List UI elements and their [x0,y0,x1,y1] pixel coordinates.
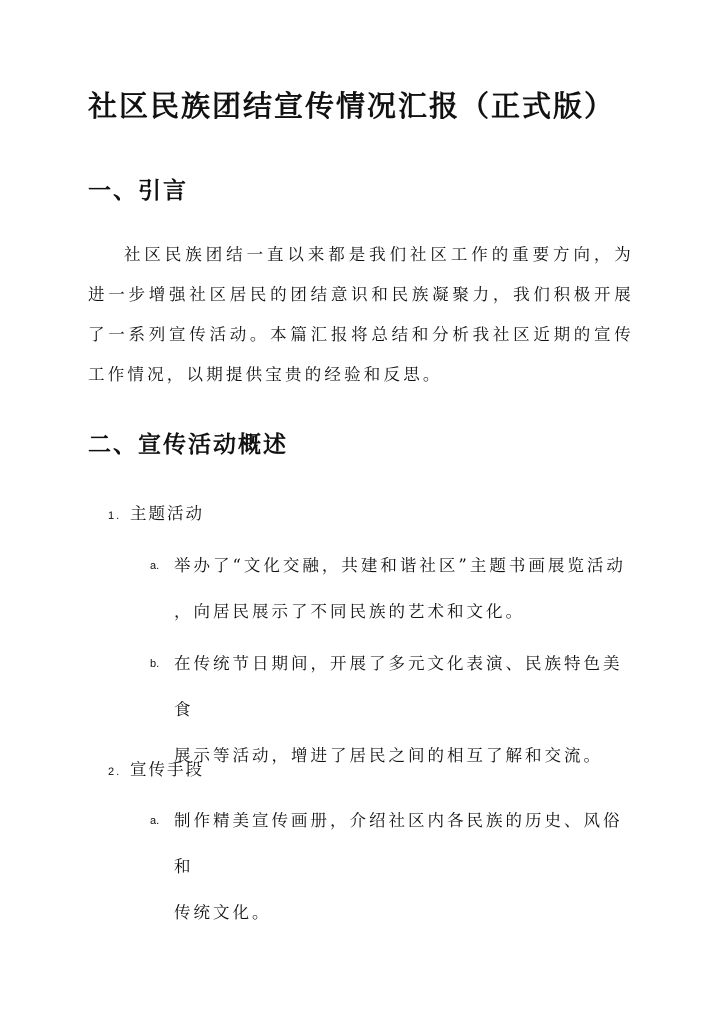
sub-item [150,641,640,779]
sub-item-line: 在传统节日期间，开展了多元文化表演、民族特色美食 [174,654,623,719]
sub-item-line: 展示等活动，增进了居民之间的相互了解和交流。 [174,746,603,765]
document-title: 社区民族团结宣传情况汇报（正式版） [88,89,616,123]
list-item-label: 宣传手段 [130,760,204,779]
intro-paragraph: 社区民族团结一直以来都是我们社区工作的重要方向，为进一步增强社区居民的团结意识和民族凝聚力，我们积极开展了一系列宣传活动。本篇汇报将总结和分析我社区近期的宣传工作情况，以期提供宝贵的经验和反思。 [88,245,634,384]
sub-item-line: 举办了“文化交融，共建和谐社区”主题书画展览活动 [174,556,626,575]
section-heading-intro: 一、引言 [88,177,188,204]
list-number: 2. [108,766,122,778]
list-item-publicity-means [108,756,204,780]
list-item-theme-activities [108,500,204,524]
sub-item [150,543,640,635]
section-heading-overview: 二、宣传活动概述 [88,431,288,458]
sub-item [150,798,640,936]
sub-item-line: 制作精美宣传画册，介绍社区内各民族的历史、风俗和 [174,811,623,876]
sub-item-marker: b. [150,658,160,670]
sub-item-marker: a. [150,560,160,572]
list-item-label: 主题活动 [130,504,204,523]
sub-item-line: 传统文化。 [174,903,272,922]
sub-item-marker: a. [150,815,160,827]
sub-item-line: ，向居民展示了不同民族的艺术和文化。 [174,602,525,621]
list-number: 1. [108,510,122,522]
